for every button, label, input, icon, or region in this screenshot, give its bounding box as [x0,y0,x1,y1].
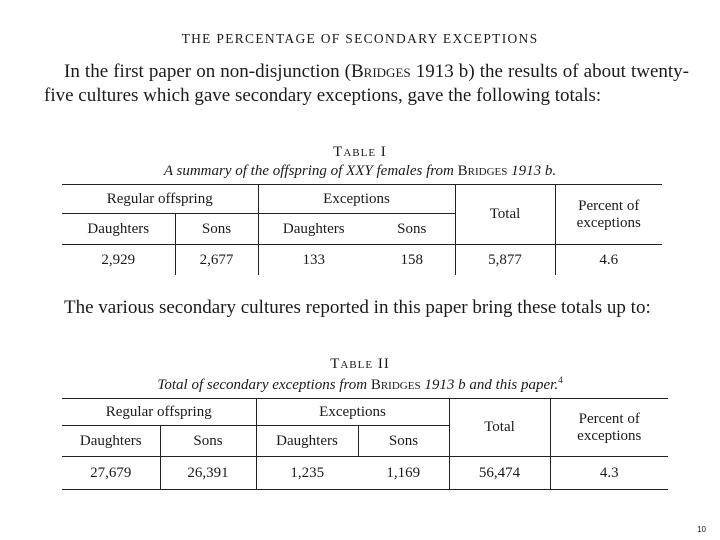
table-1-caption-text: A summary of the offspring of XXY females from [163,163,458,179]
table-1-cell-sons: 2,677 [175,245,258,276]
table-2-cell-total: 56,474 [449,457,550,490]
page-number: 10 [697,525,706,534]
table-2-caption-text: Total of secondary exceptions from [157,377,371,393]
table-1-header-sons: Sons [175,214,258,245]
table-2-header-regular-offspring: Regular offspring [62,399,256,426]
table-1-cell-daughters: 2,929 [101,251,136,268]
table-2-header-total: Total [449,399,550,457]
table-1-cell-exception-sons: 158 [400,251,423,268]
table-1-caption-author: Bridges [457,163,508,179]
table-2-cell-exception-daughters: 1,235 [256,457,358,490]
table-2-header-sons: Sons [160,426,256,457]
table-2-caption-author: Bridges [370,377,421,393]
table-1-header-exception-daughters: Daughters [258,214,369,245]
table-2-header-percent: Percent of exceptions [550,399,668,457]
table-2-cell-percent: 4.3 [550,457,668,490]
table-1-header-exception-sons: Sons [369,214,455,245]
table-1-header-regular-offspring: Regular offspring [62,185,258,214]
table-2-header-exception-daughters: Daughters [256,426,358,457]
running-head: THE PERCENTAGE OF SECONDARY EXCEPTIONS [181,31,539,46]
table-1-header-daughters: Daughters [62,214,175,245]
paragraph-1-text-after: ) the results of about twenty-five cultures which gave secondary exceptions, gave the following totals: [44,61,689,106]
paragraph-1-ref-year: 1913 b [415,61,469,82]
paragraph-1-text-before: In the first paper on non-disjunction ( [64,61,351,82]
table-1-header-percent: Percent of exceptions [555,185,662,245]
paragraph-1-ref-author: Bridges [351,61,411,82]
paragraph-1 [44,60,689,108]
table-2-cell-daughters: 27,679 [62,457,160,490]
table-2-title: Table II [330,356,390,372]
table-2-header-exception-sons: Sons [358,426,449,457]
table-2-cell-exception-sons: 1,169 [358,457,449,490]
table-1-header-exceptions: Exceptions [258,185,455,214]
table-2-cell-sons: 26,391 [160,457,256,490]
table-1-cell-total: 5,877 [455,245,555,276]
table-2-header-exceptions: Exceptions [256,399,449,426]
paragraph-2: The various secondary cultures reported in this paper bring these totals up to: [64,297,651,318]
table-1-caption [0,163,720,180]
table-1-header-total: Total [455,185,555,245]
table-1-cell-exception-daughters: 133 [258,245,369,276]
table-2-caption-rest: 1913 b and this paper. [420,377,559,393]
table-1-caption-year: 1913 b. [507,163,557,179]
table-2-caption [0,375,720,394]
table-1 [62,184,662,275]
table-2 [62,398,668,490]
table-1-title: Table I [333,144,387,160]
table-2-footnote-mark: 4 [558,375,563,385]
table-2-header-daughters: Daughters [62,426,160,457]
table-1-cell-percent: 4.6 [555,245,662,276]
